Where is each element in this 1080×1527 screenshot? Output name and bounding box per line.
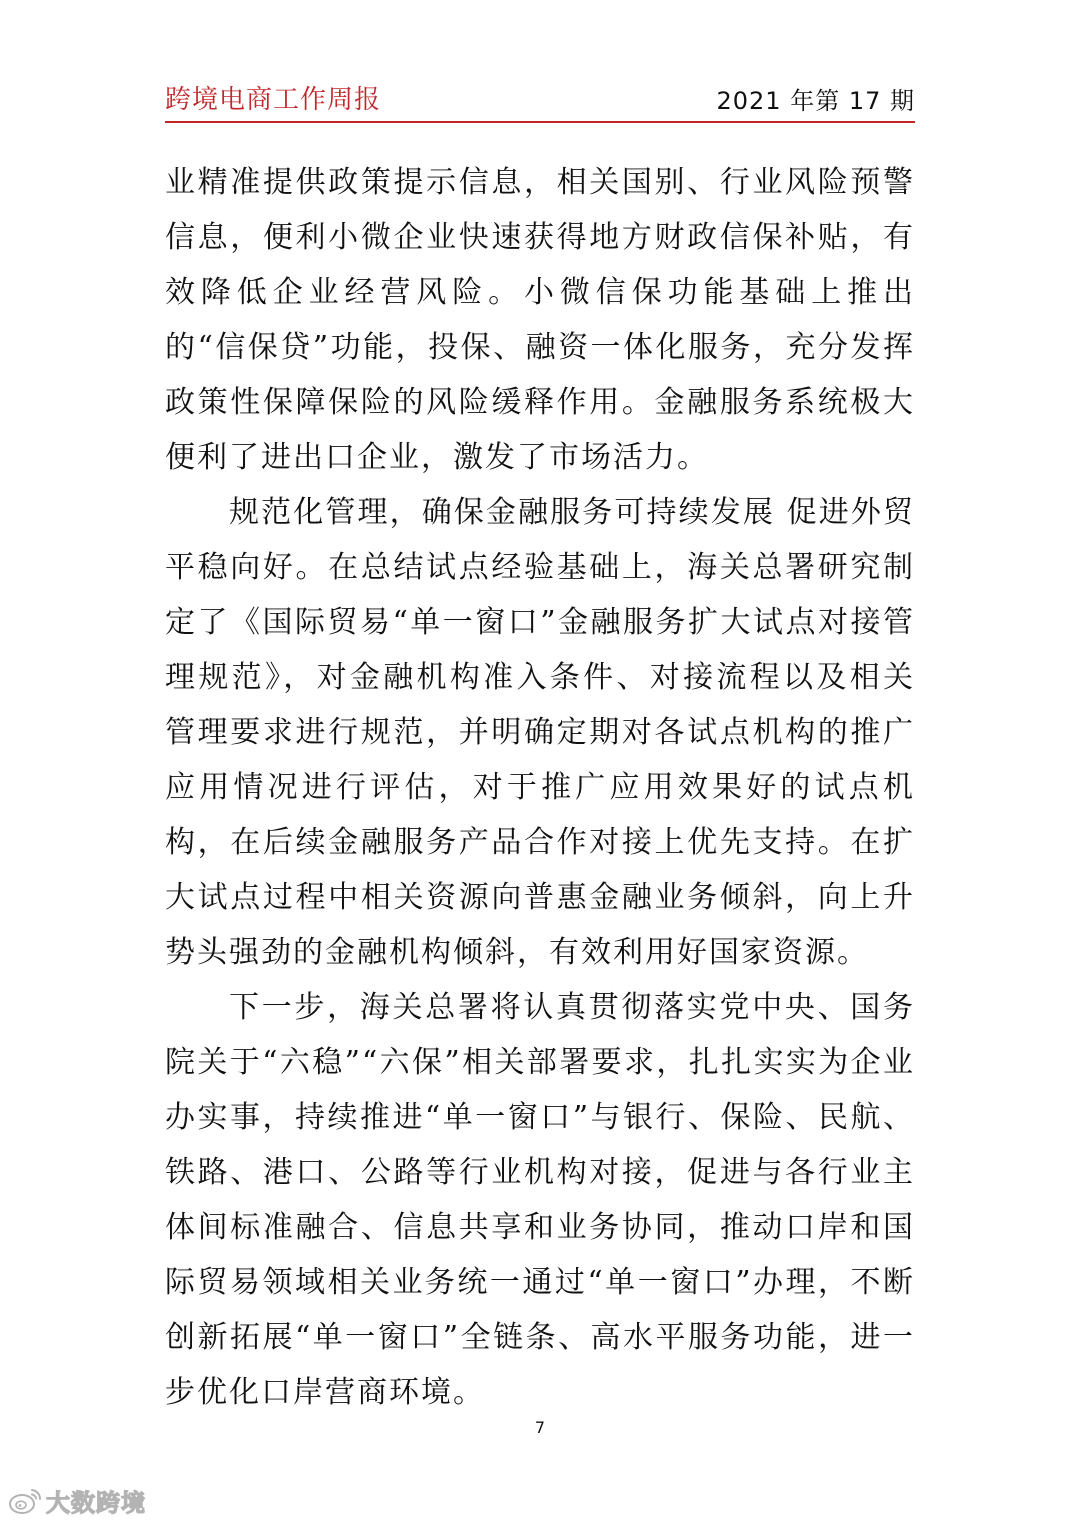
article-body [165, 155, 915, 1420]
page-number: 7 [534, 1418, 546, 1437]
paragraph: 规范化管理，确保金融服务可持续发展 促进外贸平稳向好。在总结试点经验基础上，海关总署研究制定了《国际贸易“单一窗口”金融服务扩大试点对接管理规范》，对金融机构准入条件、对接流程以及相关管理要求进行规范，并明确定期对各试点机构的推广应用情况进行评估，对于推广应用效果好的试点机构，在后续金融服务产品合作对接上优先支持。在扩大试点过程中相关资源向普惠金融业务倾斜，向上升势头强劲的金融机构倾斜，有效利用好国家资源。 [165, 495, 915, 970]
paragraph: 下一步，海关总署将认真贯彻落实党中央、国务院关于“六稳”“六保”相关部署要求，扎扎实实为企业办实事，持续推进“单一窗口”与银行、保险、民航、铁路、港口、公路等行业机构对接，促进与各行业主体间标准融合、信息共享和业务协同，推动口岸和国际贸易领域相关业务统一通过“单一窗口”办理，不断创新拓展“单一窗口”全链条、高水平服务功能，进一步优化口岸营商环境。 [165, 990, 915, 1410]
header-divider [165, 121, 915, 123]
paragraph-continued: 业精准提供政策提示信息，相关国别、行业风险预警信息，便利小微企业快速获得地方财政信保补贴，有效降低企业经营风险。小微信保功能基础上推出的“信保贷”功能，投保、融资一体化服务，充分发挥政策性保障保险的风险缓释作用。金融服务系统极大便利了进出口企业，激发了市场活力。 [165, 165, 915, 475]
watermark [8, 1483, 146, 1518]
issue-number: 2021 年第 17 期 [716, 87, 915, 115]
watermark-text: 大数跨境 [46, 1489, 146, 1517]
page-header [165, 76, 915, 116]
publication-title: 跨境电商工作周报 [165, 85, 382, 115]
weibo-logo-icon [8, 1487, 42, 1515]
